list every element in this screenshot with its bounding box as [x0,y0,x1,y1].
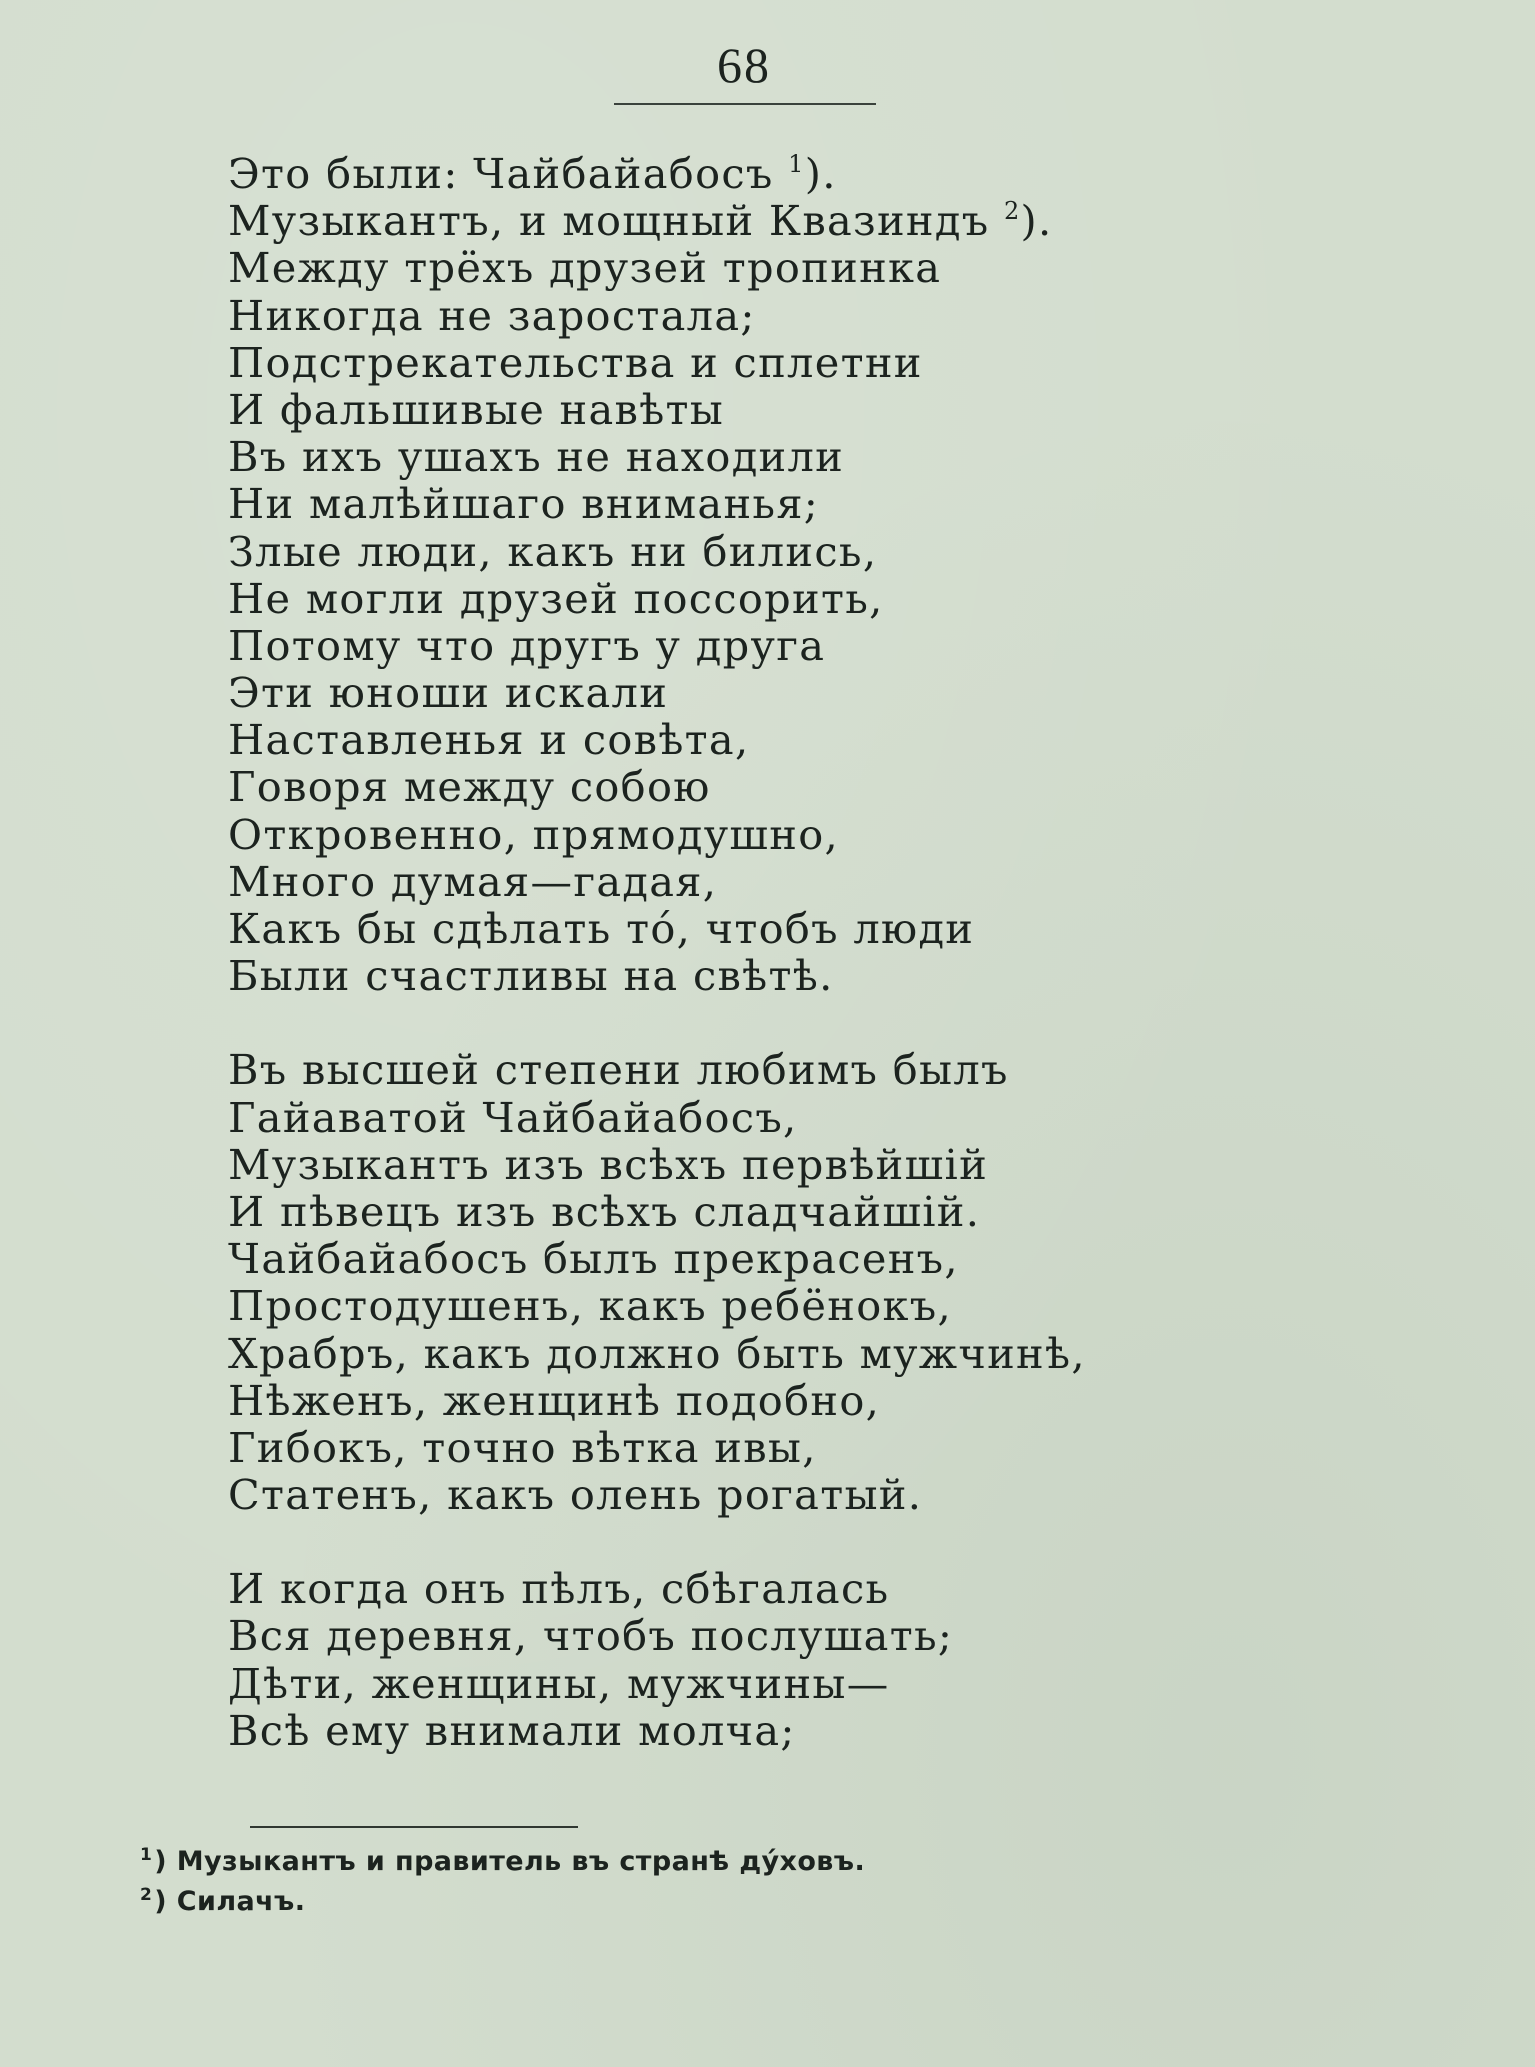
poem-line: Нѣженъ, женщинѣ подобно, [228,1375,881,1425]
poem-line: И фальшивые навѣты [228,384,725,434]
poem-line: Какъ бы сдѣлать то́, чтобъ люди [228,904,975,953]
poem-line: Говоря между собою [228,762,711,812]
poem-line: Много думая—гадая, [228,856,718,906]
poem-line: Простодушенъ, какъ ребёнокъ, [228,1281,952,1331]
poem-line: Наставленья и совѣта, [228,715,750,765]
poem-line: Не могли друзей поссорить, [228,573,884,623]
poem-body [228,150,1228,1754]
footnote: $^1$) Музыкантъ и правитель въ странѣ ду́ховъ. [140,1845,866,1877]
poem-line: Вся деревня, чтобъ послушать; [228,1611,954,1661]
poem-line: Откровенно, прямодушно, [228,809,840,859]
poem-line: Храбръ, какъ должно быть мужчинѣ, [228,1328,1086,1378]
page-number: 68 [717,37,771,93]
poem-line: Статенъ, какъ олень рогатый. [228,1470,923,1520]
poem-line: Чайбайабосъ былъ прекрасенъ, [228,1234,959,1284]
poem-line: Дѣти, женщины, мужчины— [228,1658,890,1708]
poem-line: Музыкантъ изъ всѣхъ первѣйшій [228,1139,989,1189]
poem-line: Въ высшей степени любимъ былъ [228,1045,1009,1095]
footnote-mark: 2 [140,1885,153,1905]
footnote-mark: 1 [140,1845,153,1865]
poem-line: Потому что другъ у друга [228,620,826,670]
header-rule [614,103,876,105]
poem-line: Гайаватой Чайбайабосъ, [228,1092,798,1142]
stanza [228,1565,1228,1754]
stanza [228,150,1228,999]
footnote-ref: 2 [1003,197,1021,226]
poem-line: Всѣ ему внимали молча; [228,1705,796,1755]
poem-line: Ни малѣйшаго вниманья; [228,479,820,529]
poem-line: И пѣвецъ изъ всѣхъ сладчайшій. [228,1186,981,1236]
footnote: $^2$) Силачъ. [140,1885,306,1917]
footnote-separator [250,1826,578,1828]
footnotes [140,1842,1340,1922]
poem-line: Были счастливы на свѣтѣ. [228,951,834,1001]
poem-line: Никогда не заростала; [228,290,756,340]
footnote-ref: 1 [788,150,805,178]
poem-line: Эти юноши искали [228,668,669,718]
poem-line: Въ ихъ ушахъ не находили [228,432,845,482]
poem-line: Между трёхъ друзей тропинка [228,243,942,293]
poem-line: Подстрекательства и сплетни [228,337,923,387]
stanza [228,1046,1228,1518]
poem-line: Гибокъ, точно вѣтка ивы, [228,1422,817,1472]
poem-line: Это были: Чайбайабосъ $^1$). [228,149,837,198]
poem-line: И когда онъ пѣлъ, сбѣгалась [228,1564,890,1614]
poem-line: Музыкантъ, и мощный Квазиндъ $^2$). [228,196,1053,246]
poem-line: Злые люди, какъ ни бились, [228,526,878,576]
